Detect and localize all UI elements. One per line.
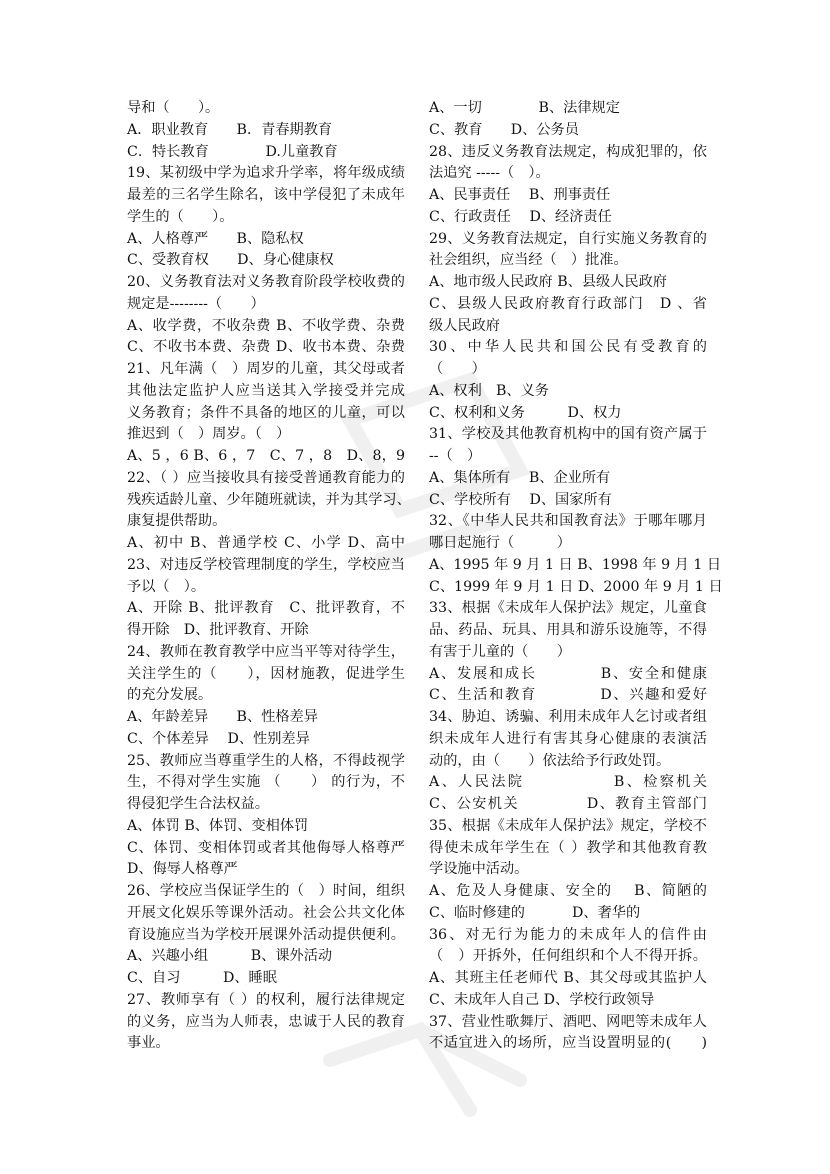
text-line: 27、教师享有（ ）的权利，履行法律规定	[127, 991, 405, 1008]
text-line: 动的，由（ ）依法给予行政处罚。	[429, 752, 671, 769]
text-line: A、地市级人民政府 B、县级人民政府	[429, 274, 667, 290]
text-line: （ ）开拆外，任何组织和个人不得开拆。	[429, 948, 707, 965]
text-line: 31、学校及其他教育机构中的国有资产属于	[429, 426, 707, 443]
text-line: A、权利 B、义务	[429, 382, 549, 399]
text-line: 19、某初级中学为追求升学率，将年级成绩	[127, 165, 405, 182]
text-line: C、学校所有 D、国家所有	[429, 491, 612, 508]
text-line: 得侵犯学生合法权益。	[127, 796, 269, 812]
text-line: 品、药品、玩具、用具和游乐设施等，不得	[429, 622, 707, 638]
text-line: A、人民法院 B、检察机关	[429, 774, 707, 791]
text-line: 学生的（ ）。	[127, 208, 234, 225]
text-line: 康复提供帮助。	[127, 513, 227, 530]
text-line: 23、对违反学校管理制度的学生，学校应当	[127, 556, 405, 573]
text-line: A、1995 年 9 月 1 日 B、1998 年 9 月 1 日	[429, 556, 722, 573]
text-line: 34、胁迫、诱骗、利用未成年人乞讨或者组	[429, 709, 707, 725]
text-line: 24、教师在教育教学中应当平等对待学生，	[127, 643, 405, 660]
text-line: C、受教育权 D、身心健康权	[127, 252, 334, 269]
text-line: 35、根据《未成年人保护法》规定，学校不	[429, 817, 707, 834]
text-line: 21、凡年满（ ）周岁的儿童，其父母或者	[127, 361, 405, 377]
text-line: C、权利和义务 D、权力	[429, 404, 622, 421]
text-line: C、自习 D、睡眠	[127, 970, 277, 986]
text-line: 哪日起施行（ ）	[429, 535, 571, 551]
text-line: A．职业教育 B．青春期教育	[127, 121, 333, 138]
text-line: C、不收书本费、杂费 D、收书本费、杂费	[127, 339, 405, 356]
text-line: A、年龄差异 B、性格差异	[127, 709, 318, 725]
text-line: 30、中华人民共和国公民有受教育的	[429, 339, 707, 356]
text-line: A、初中 B、普通学校 C、小学 D、高中	[127, 535, 405, 551]
text-line: 级人民政府	[429, 317, 500, 334]
text-line: 29、义务教育法规定，自行实施义务教育的	[429, 230, 707, 247]
text-line: 33、根据《未成年人保护法》规定，儿童食	[429, 600, 707, 617]
text-line: A、其班主任老师代 B、其父母或其监护人	[429, 970, 707, 986]
text-line: A、收学费，不收杂费 B、不收学费、杂费	[127, 317, 405, 334]
text-line: C、公安机关 D、教育主管部门	[429, 796, 707, 812]
text-line: 37、营业性歌舞厅、酒吧、网吧等未成年人	[429, 1013, 707, 1030]
text-line: 其他法定监护人应当送其入学接受并完成	[127, 382, 405, 399]
text-line: 社会组织，应当经（ ）批准。	[429, 252, 628, 269]
text-line: C、生活和教育 D、兴趣和爱好	[429, 687, 707, 704]
text-line: A、兴趣小组 B、课外活动	[127, 948, 333, 965]
text-line: C、未成年人自己 D、学校行政领导	[429, 991, 655, 1008]
text-line: 学设施中活动。	[429, 861, 529, 878]
text-line: 的义务，应当为人师表，忠诚于人民的教育	[127, 1013, 405, 1030]
left-column	[127, 98, 411, 1055]
text-line: 20、义务教育法对义务教育阶段学校收费的	[127, 274, 405, 290]
text-line: 的充分发展。	[127, 687, 213, 704]
text-line: 规定是--------（ ）	[127, 295, 265, 312]
text-line: 育设施应当为学校开展课外活动提供便利。	[127, 926, 405, 943]
text-line: 法追究 -----（ ）。	[429, 165, 550, 182]
text-line: C、县级人民政府教育行政部门 D 、省	[429, 295, 707, 312]
text-line: 得开除 D、批评教育、开除	[127, 622, 309, 638]
text-line: A、体罚 B、体罚、变相体罚	[127, 817, 309, 834]
text-line: （ ）	[429, 361, 486, 377]
text-line: C、行政责任 D、经济责任	[429, 208, 612, 225]
text-line: 26、学校应当保证学生的（ ）时间，组织	[127, 883, 405, 899]
text-line: 残疾适龄儿童、少年随班就读，并为其学习、	[127, 491, 411, 508]
text-line: A、开除 B、批评教育 C、批评教育，不	[127, 600, 405, 617]
text-line: C．特长教育 D.儿童教育	[127, 143, 338, 160]
text-line: 事业。	[127, 1035, 170, 1052]
text-line: A、5 ，6 B、6 ，7 C、7 ，8 D、8，9	[127, 448, 405, 464]
text-line: C、体罚、变相体罚或者其他侮辱人格尊严	[127, 839, 405, 856]
text-line: A、民事责任 B、刑事责任	[429, 187, 611, 203]
text-line: 22、（ ）应当接收具有接受普通教育能力的	[127, 469, 405, 486]
text-line: A、人格尊严 B、隐私权	[127, 230, 304, 247]
text-line: C、个体差异 D、性别差异	[127, 730, 310, 747]
text-line: 予以（ ）。	[127, 578, 206, 595]
text-line: C、教育 D、公务员	[429, 121, 579, 138]
text-line: A、集体所有 B、企业所有	[429, 469, 611, 486]
text-line: 36、对无行为能力的未成年人的信件由	[429, 926, 707, 943]
text-line: 生，不得对学生实施 （ ） 的行为，不	[127, 774, 405, 791]
text-line: 25、教师应当尊重学生的人格，不得歧视学	[127, 752, 405, 769]
text-line: 32、《中华人民共和国教育法》于哪年哪月	[429, 513, 707, 530]
text-line: C、临时修建的 D、奢华的	[429, 904, 641, 921]
text-line: 最差的三名学生除名，该中学侵犯了未成年	[127, 187, 405, 203]
text-line: 导和（ ）。	[127, 100, 220, 116]
text-line: --（ ）	[429, 448, 482, 464]
text-line: 28、违反义务教育法规定，构成犯罪的，依	[429, 143, 707, 160]
text-line: A、危及人身健康、安全的 B、简陋的	[429, 883, 707, 899]
text-line: 义务教育；条件不具备的地区的儿童，可以	[127, 404, 405, 421]
text-line: 推迟到（ ）周岁。（ ）	[127, 426, 291, 443]
text-line: A、一切 B、法律规定	[429, 100, 620, 116]
right-column	[429, 98, 723, 1055]
text-line: 织未成年人进行有害其身心健康的表演活	[429, 730, 707, 747]
text-line: 开展文化娱乐等课外活动。社会公共文化体	[127, 904, 405, 921]
text-line: A、发展和成长 B、安全和健康	[429, 665, 707, 682]
text-line: 得使未成年学生在（ ）教学和其他教育教	[429, 839, 707, 856]
text-line: 关注学生的（ ），因材施教，促进学生	[127, 665, 405, 682]
text-line: C、1999 年 9 月 1 日 D、2000 年 9 月 1 日	[429, 578, 723, 595]
text-line: D、侮辱人格尊严	[127, 861, 238, 878]
text-line: 有害于儿童的（ ）	[429, 643, 571, 660]
text-line: 不适宜进入的场所，应当设置明显的( )	[429, 1035, 707, 1052]
